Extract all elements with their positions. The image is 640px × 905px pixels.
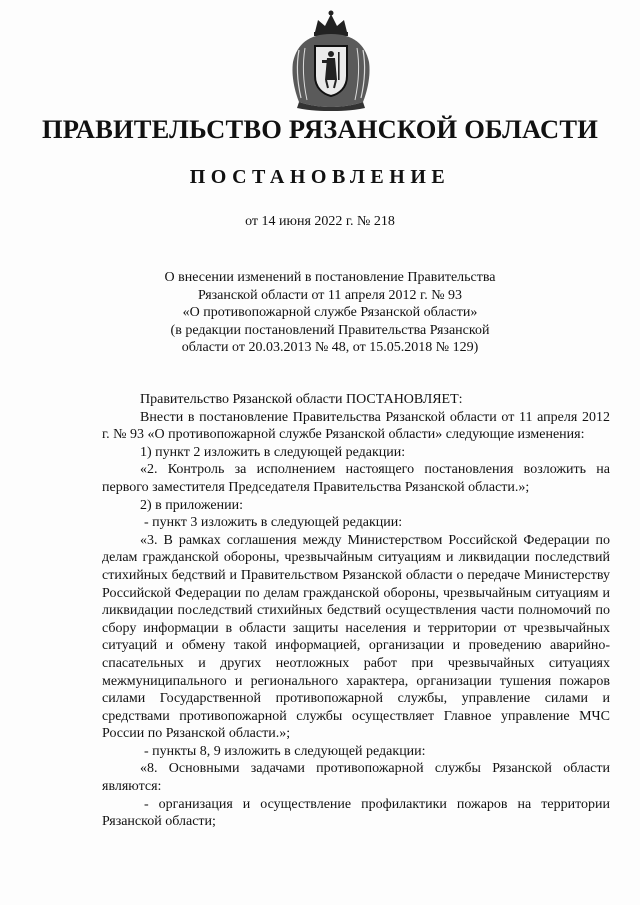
body-paragraph: - организация и осуществление профилактики пожаров на территории Рязанской области; <box>102 796 610 830</box>
body-paragraph: Правительство Рязанской области ПОСТАНОВЛЯЕТ: <box>140 392 463 407</box>
document-subject <box>100 269 560 357</box>
subject-line: области от 20.03.2013 № 48, от 15.05.2018 № 129) <box>181 340 479 355</box>
subject-line: О внесении изменений в постановление Правительства <box>164 270 496 285</box>
document-date-number: от 14 июня 2022 г. № 218 <box>245 214 395 229</box>
document-body <box>102 391 610 831</box>
document-type: ПОСТАНОВЛЕНИЕ <box>189 166 451 188</box>
subject-line: (в редакции постановлений Правительства Рязанской <box>170 322 490 338</box>
government-title: ПРАВИТЕЛЬСТВО РЯЗАНСКОЙ ОБЛАСТИ <box>41 114 599 144</box>
body-paragraph: «3. В рамках соглашения между Министерством Российской Федерации по делам гражданской обороны, чрезвычайным ситуациям и ликвидации последствий стихийных бедствий и Правительством Рязанской области о передаче Министерству Российской Федерации по делам гражданской обороны, чрезвычайным ситуациям и ликвидации последствий стихийных бедствий осуществления части полномочий по сбору информации в области защиты населения и территории от чрезвычайных ситуаций и обмену такой информацией, организации и проведению аварийно-спасательных и других неотложных работ при чрезвычайных ситуациях межмуниципального и регионального характера, организации тушения пожаров силами Государственной противопожарной службы, управление силами и средствами противопожарной службы осуществляет Главное управление МЧС России по Рязанской области.»; <box>102 532 610 742</box>
body-paragraph: Внести в постановление Правительства Рязанской области от 11 апреля 2012 г. № 93 «О противопожарной службе Рязанской области» следующие изменения: <box>102 409 610 443</box>
body-paragraph: «2. Контроль за исполнением настоящего постановления возложить на первого заместителя Председателя Правительства Рязанской области.»; <box>102 462 610 495</box>
body-paragraph: - пункт 3 изложить в следующей редакции: <box>144 515 403 531</box>
subject-line: «О противопожарной службе Рязанской области» <box>182 305 478 320</box>
body-paragraph: «8. Основными задачами противопожарной службы Рязанской области являются: <box>102 761 610 795</box>
ryazan-coat-of-arms-icon <box>285 10 377 112</box>
subject-line: Рязанской области от 11 апреля 2012 г. № 93 <box>197 287 463 303</box>
body-paragraph: 1) пункт 2 изложить в следующей редакции: <box>140 444 406 460</box>
body-paragraph: - пункты 8, 9 изложить в следующей редакции: <box>144 743 426 759</box>
body-paragraph: 2) в приложении: <box>140 497 243 513</box>
